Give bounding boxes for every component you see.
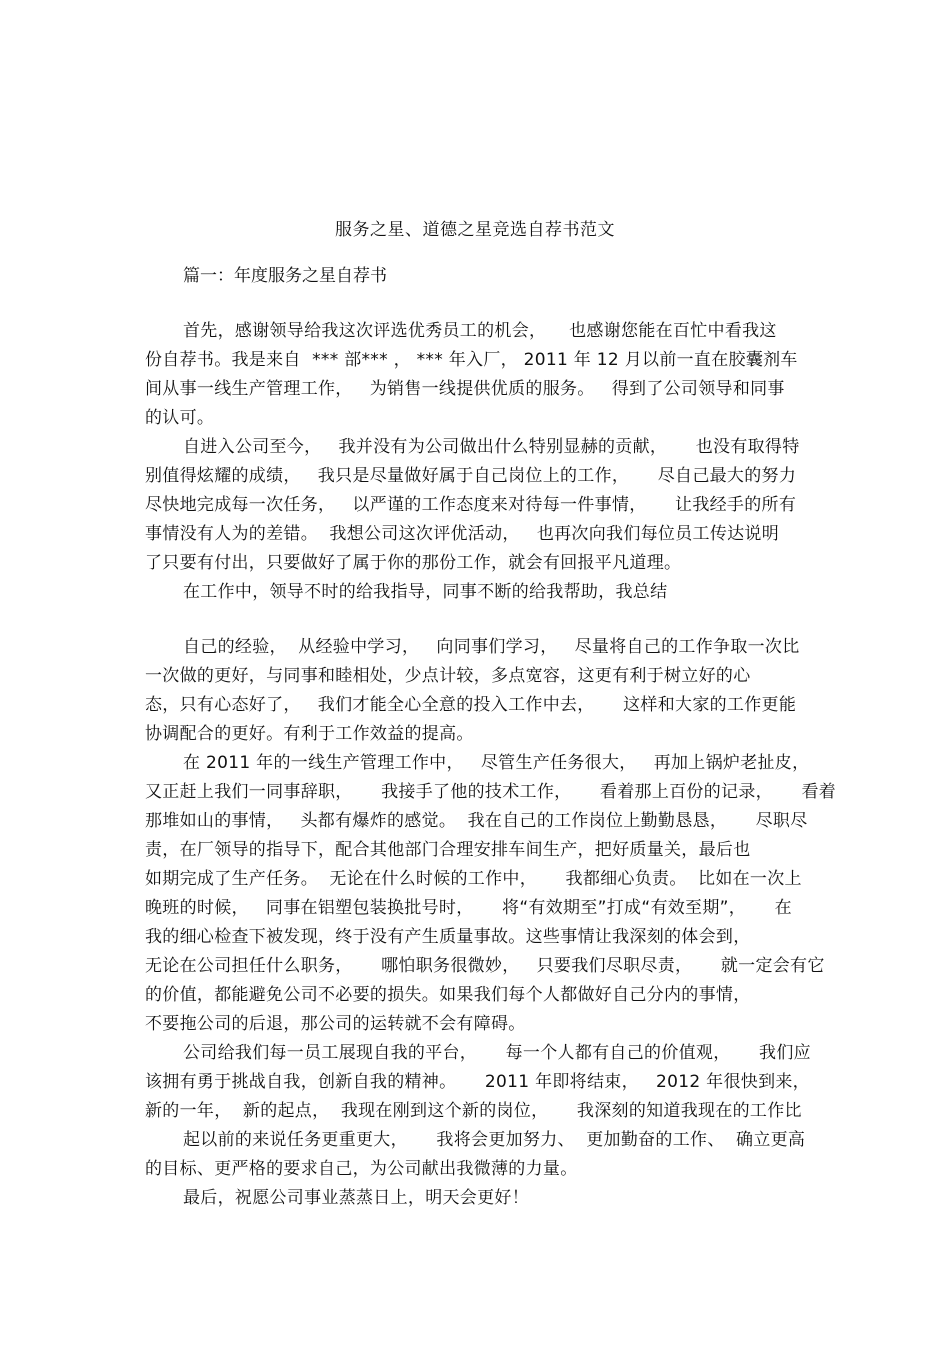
body-line: 无论在公司担任什么职务， 哪怕职务很微妙， 只要我们尽职尽责， 就一定会有它 — [145, 956, 825, 976]
body-line: 的目标、更严格的要求自己，为公司献出我微薄的力量。 — [145, 1159, 578, 1179]
body-line: 不要拖公司的后退，那公司的运转就不会有障碍。 — [145, 1014, 526, 1034]
body-line: 我的细心检查下被发现，终于没有产生质量事故。这些事情让我深刻的体会到， — [145, 927, 751, 947]
body-line: 了只要有付出，只要做好了属于你的那份工作，就会有回报平凡道理。 — [145, 553, 682, 573]
body-line: 事情没有人为的差错。 我想公司这次评优活动， 也再次向我们每位员工传达说明 — [145, 524, 780, 544]
body-line: 协调配合的更好。有利于工作效益的提高。 — [145, 724, 474, 744]
body-line: 晚班的时候， 同事在铝塑包装换批号时， 将“有效期至”打成“有效至期”， 在 — [145, 898, 792, 918]
section-heading: 篇一：年度服务之星自荐书 — [183, 266, 387, 286]
body-line: 如期完成了生产任务。 无论在什么时候的工作中， 我都细心负责。 比如在一次上 — [145, 869, 802, 889]
body-line: 别值得炫耀的成绩， 我只是尽量做好属于自己岗位上的工作， 尽自己最大的努力 — [145, 466, 797, 486]
body-line: 自进入公司至今， 我并没有为公司做出什么特别显赫的贡献， 也没有取得特 — [183, 437, 800, 457]
body-line: 那堆如山的事情， 头都有爆炸的感觉。 我在自己的工作岗位上勤勤恳恳， 尽职尽 — [145, 811, 808, 831]
body-line: 自己的经验， 从经验中学习， 向同事们学习， 尽量将自己的工作争取一次比 — [183, 637, 800, 657]
body-line: 份自荐书。我是来自 *** 部*** ， *** 年入厂， 2011 年 12 月以前一直在胶囊剂车 — [145, 350, 798, 370]
body-line: 新的一年， 新的起点， 我现在刚到这个新的岗位， 我深刻的知道我现在的工作比 — [145, 1101, 802, 1121]
body-line: 态，只有心态好了， 我们才能全心全意的投入工作中去， 这样和大家的工作更能 — [145, 695, 797, 715]
body-line: 又正赶上我们一同事辞职， 我接手了他的技术工作， 看着那上百份的记录， 看着 — [145, 782, 837, 802]
body-line: 该拥有勇于挑战自我，创新自我的精神。 2011 年即将结束， 2012 年很快到来， — [145, 1072, 810, 1092]
body-line: 尽快地完成每一次任务， 以严谨的工作态度来对待每一件事情， 让我经手的所有 — [145, 495, 797, 515]
body-line: 最后，祝愿公司事业蒸蒸日上，明天会更好！ — [183, 1188, 529, 1208]
body-line: 公司给我们每一员工展现自我的平台， 每一个人都有自己的价值观， 我们应 — [183, 1043, 811, 1063]
body-line: 在工作中，领导不时的给我指导，同事不断的给我帮助，我总结 — [183, 582, 668, 602]
body-line: 的认可。 — [145, 408, 215, 428]
body-line: 在 2011 年的一线生产管理工作中， 尽管生产任务很大， 再加上锅炉老扯皮， — [183, 753, 810, 773]
body-line: 的价值，都能避免公司不必要的损失。如果我们每个人都做好自己分内的事情， — [145, 985, 751, 1005]
body-line: 责，在厂领导的指导下，配合其他部门合理安排车间生产，把好质量关，最后也 — [145, 840, 751, 860]
body-line: 首先，感谢领导给我这次评选优秀员工的机会， 也感谢您能在百忙中看我这 — [183, 321, 777, 341]
body-line: 一次做的更好，与同事和睦相处，少点计较，多点宽容，这更有利于树立好的心 — [145, 666, 751, 686]
body-line: 起以前的来说任务更重更大， 我将会更加努力、 更加勤奋的工作、 确立更高 — [183, 1130, 806, 1150]
body-line: 间从事一线生产管理工作， 为销售一线提供优质的服务。 得到了公司领导和同事 — [145, 379, 785, 399]
document-title: 服务之星、道德之星竞选自荐书范文 — [335, 220, 615, 240]
